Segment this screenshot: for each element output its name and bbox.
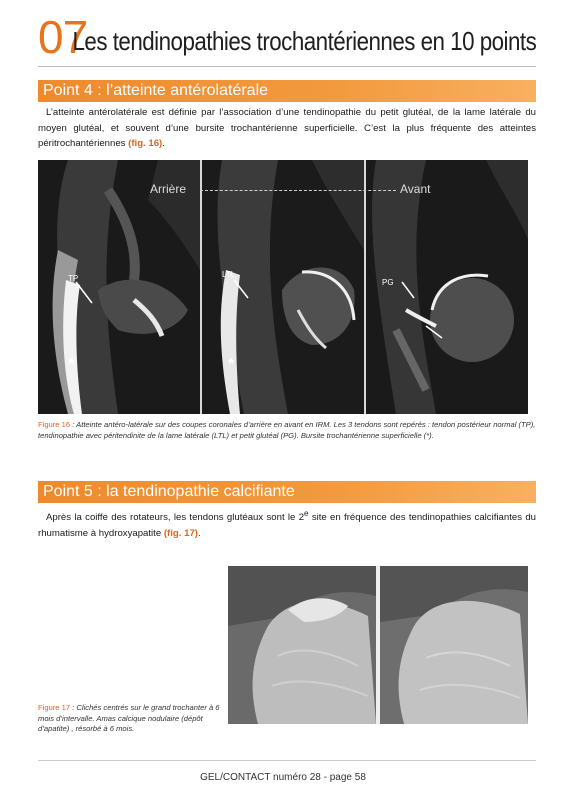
title-divider — [38, 66, 536, 67]
marker-tp: TP — [68, 274, 79, 283]
mri-panel-posterior — [38, 160, 200, 414]
orientation-dashed-line — [200, 190, 396, 191]
section5-paragraph: Après la coiffe des rotateurs, les tendons glutéaux sont le 2e site en fréquence des tendinopathies calcifiantes du rhumatisme à hydroxyapatite (fig. 17). — [38, 509, 536, 539]
section-heading-point5: Point 5 : la tendinopathie calcifiante — [38, 481, 536, 503]
figure16-caption: Figure 16 : Atteinte antéro-latérale sur des coupes coronales d’arrière en avant en IRM. Les 3 tendons sont repérés : tendon postérieur normal (TP), tendinopathie avec péritendinite de la lame latérale (LTL) et petit glutéal (PG). Bursite trochantérienne superficielle (*). — [38, 420, 536, 440]
mri-panel-anterior — [366, 160, 528, 414]
figure16-label: Figure 16 — [38, 420, 71, 429]
mri-panel-middle — [202, 160, 364, 414]
page-title: Les tendinopathies trochantériennes en 10 points — [72, 26, 536, 56]
mri-divider — [364, 160, 366, 414]
label-posterior: Arrière — [150, 182, 187, 196]
chapter-number: 07 — [38, 11, 88, 63]
marker-bursitis-1: * — [68, 356, 75, 373]
label-anterior: Avant — [400, 182, 431, 196]
figure16-mri-image — [38, 160, 528, 414]
xray-after — [380, 566, 528, 724]
fig16-reference[interactable]: (fig. 16) — [128, 138, 163, 149]
figure17-xray-image — [228, 566, 528, 724]
section-heading-point4: Point 4 : l’atteinte antérolatérale — [38, 80, 536, 102]
mri-divider — [200, 160, 202, 414]
marker-ltl: LTL — [222, 270, 236, 279]
page-footer: GEL/CONTACT numéro 28 - page 58 — [200, 772, 366, 783]
xray-before — [228, 566, 376, 724]
figure17-caption: Figure 17 : Clichés centrés sur le grand trochanter à 6 mois d’intervalle. Amas calcique nodulaire (dépôt d’apatite) , résorbé à 6 mois. — [38, 703, 220, 733]
section4-paragraph: L’atteinte antérolatérale est définie par l’association d’une tendinopathie du petit glutéal, de la lame latérale du moyen glutéal, et souvent d’une bursite trochantérienne superficielle. C’est la plus fréquente des atteintes péritrochantériennes (fig. 16). — [38, 107, 536, 149]
marker-pg: PG — [382, 278, 394, 287]
marker-bursitis-2: * — [228, 356, 235, 373]
footer-divider — [38, 760, 536, 761]
fig17-reference[interactable]: (fig. 17) — [163, 527, 198, 539]
figure17-label: Figure 17 — [38, 703, 71, 712]
